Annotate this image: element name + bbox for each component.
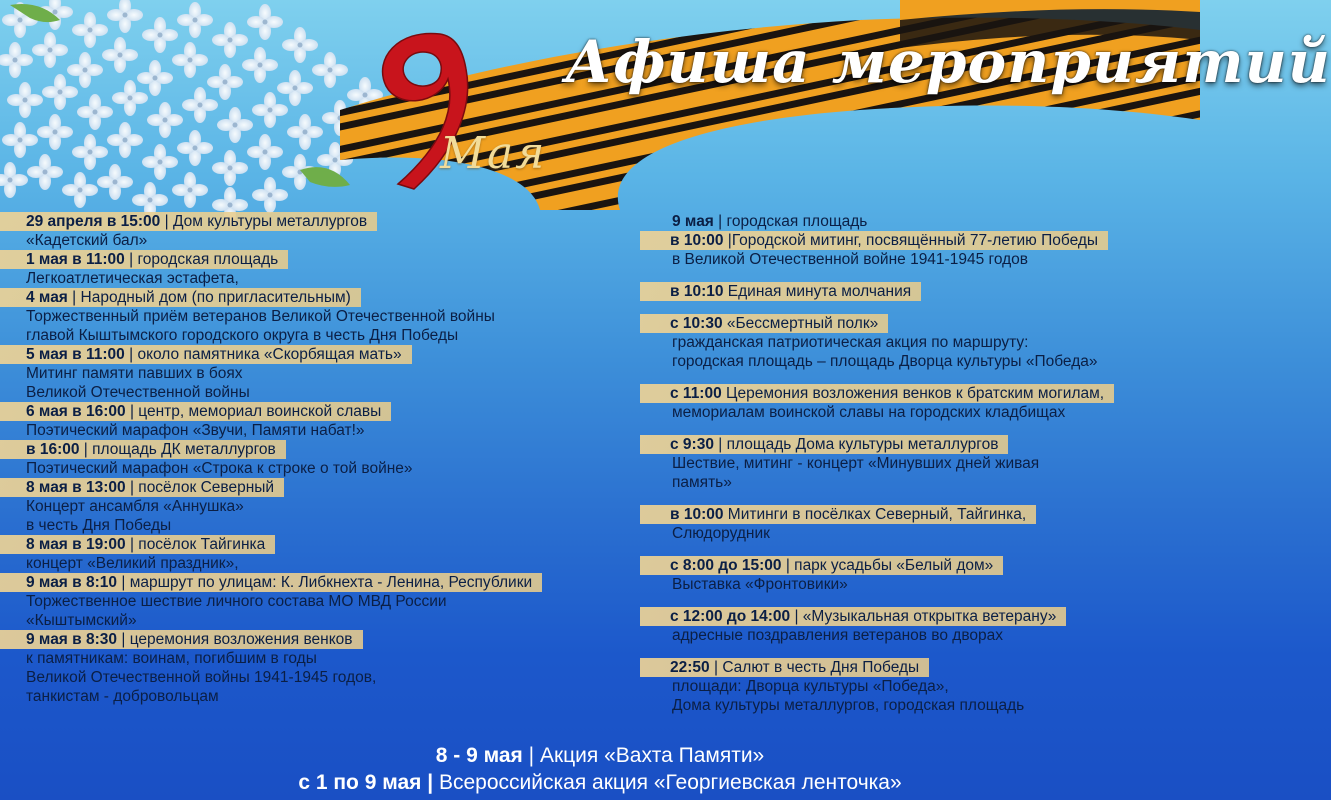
- event-item: [0, 630, 640, 706]
- event-heading: с 9:30 | площадь Дома культуры металлургов: [640, 435, 1008, 454]
- event-place: парк усадьбы «Белый дом»: [794, 557, 994, 574]
- event-place: «Бессмертный полк»: [726, 315, 879, 332]
- event-place: «Музыкальная открытка ветерану»: [802, 608, 1057, 625]
- event-item: [0, 440, 640, 478]
- event-item: [0, 288, 640, 345]
- event-description: в Великой Отечественной войне 1941-1945 годов: [672, 251, 1028, 268]
- event-description: Легкоатлетическая эстафета,: [26, 270, 239, 287]
- event-place: центр, мемориал воинской славы: [138, 403, 382, 420]
- event-heading: 9 мая в 8:30 | церемония возложения венков: [0, 630, 363, 649]
- event-description: площади: Дворца культуры «Победа», Дома культуры металлургов, городская площадь: [672, 678, 1025, 714]
- schedule-left-column: [0, 212, 640, 706]
- event-place: площадь Дома культуры металлургов: [726, 436, 999, 453]
- event-item: [640, 282, 1200, 301]
- event-item: [0, 345, 640, 402]
- event-item: [640, 556, 1200, 594]
- event-description: Выставка «Фронтовики»: [672, 576, 848, 593]
- event-date: в 10:00: [670, 506, 724, 523]
- event-place: городская площадь: [726, 213, 868, 230]
- event-item: [0, 535, 640, 573]
- event-date: 6 мая в 16:00: [26, 403, 126, 420]
- event-item: [0, 250, 640, 288]
- page-title: Афиша мероприятий: [565, 28, 1331, 96]
- event-place: около памятника «Скорбящая мать»: [137, 346, 402, 363]
- event-description: Митинг памяти павших в боях Великой Отечественной войны: [26, 365, 250, 401]
- event-heading: в 10:00 |Городской митинг, посвящённый 77-летию Победы: [640, 231, 1108, 250]
- event-place: посёлок Тайгинка: [138, 536, 266, 553]
- event-date: в 16:00: [26, 441, 80, 458]
- event-heading: 9 мая | городская площадь: [672, 213, 868, 230]
- event-item: [0, 402, 640, 440]
- event-place: Единая минута молчания: [727, 283, 912, 300]
- event-place: Городской митинг, посвящённый 77-летию Победы: [731, 232, 1099, 249]
- event-description: Слюдорудник: [672, 525, 770, 542]
- event-description: адресные поздравления ветеранов во дворах: [672, 627, 1004, 644]
- event-heading: 22:50 | Салют в честь Дня Победы: [640, 658, 929, 677]
- event-place: посёлок Северный: [138, 479, 275, 496]
- schedule-right-column: [640, 212, 1200, 715]
- event-heading: 4 мая | Народный дом (по пригласительным): [0, 288, 361, 307]
- event-date: 29 апреля в 15:00: [26, 213, 161, 230]
- event-item: [640, 212, 1200, 231]
- event-heading: [640, 314, 888, 333]
- event-date: 1 мая в 11:00: [26, 251, 125, 268]
- event-place: Народный дом (по пригласительным): [80, 289, 351, 306]
- event-date: 22:50: [670, 659, 710, 676]
- event-date: 9 мая в 8:10: [26, 574, 118, 591]
- event-heading: в 16:00 | площадь ДК металлургов: [0, 440, 286, 459]
- event-date: в 10:10: [670, 283, 724, 300]
- event-place: Салют в честь Дня Победы: [722, 659, 920, 676]
- event-date: 9 мая: [672, 213, 714, 230]
- footer-announcements: [0, 742, 1200, 796]
- event-description: Торжественный приём ветеранов Великой Отечественной войны главой Кыштымского городского округа в честь Дня Победы: [26, 308, 495, 344]
- event-heading: 8 мая в 19:00 | посёлок Тайгинка: [0, 535, 275, 554]
- event-description: концерт «Великий праздник»,: [26, 555, 239, 572]
- event-item: [640, 658, 1200, 715]
- event-description: Поэтический марафон «Звучи, Памяти набат!»: [26, 422, 365, 439]
- footer-line: с 1 по 9 мая | Всероссийская акция «Георгиевская ленточка»: [298, 771, 902, 794]
- event-description: Торжественное шествие личного состава МО МВД России «Кыштымский»: [26, 593, 447, 629]
- event-item: [640, 505, 1200, 543]
- event-date: 9 мая в 8:30: [26, 631, 118, 648]
- event-place: городская площадь: [137, 251, 279, 268]
- event-heading: [640, 282, 921, 301]
- event-item: [640, 435, 1200, 492]
- event-item: [640, 607, 1200, 645]
- event-place: Дом культуры металлургов: [172, 213, 368, 230]
- event-item: [640, 231, 1200, 269]
- event-place: площадь ДК металлургов: [92, 441, 276, 458]
- event-date: 8 мая в 19:00: [26, 536, 126, 553]
- event-place: Митинги в посёлках Северный, Тайгинка,: [727, 506, 1027, 523]
- footer-date: 8 - 9 мая: [435, 744, 523, 767]
- event-description: Поэтический марафон «Строка к строке о той войне»: [26, 460, 413, 477]
- event-date: с 11:00: [670, 385, 722, 402]
- event-heading: [640, 384, 1114, 403]
- event-item: [640, 384, 1200, 422]
- event-heading: 9 мая в 8:10 | маршрут по улицам: К. Либкнехта - Ленина, Республики: [0, 573, 542, 592]
- event-date: с 9:30: [670, 436, 714, 453]
- event-heading: с 8:00 до 15:00 | парк усадьбы «Белый дом»: [640, 556, 1003, 575]
- event-description: к памятникам: воинам, погибшим в годы Великой Отечественной войны 1941-1945 годов, танкистам - добровольцам: [26, 650, 377, 705]
- footer-date: с 1 по 9 мая: [298, 771, 422, 794]
- footer-line: 8 - 9 мая | Акция «Вахта Памяти»: [435, 744, 765, 767]
- event-date: 4 мая: [26, 289, 68, 306]
- may-script-label: Мая: [440, 128, 547, 179]
- event-date: 5 мая в 11:00: [26, 346, 125, 363]
- event-item: [0, 212, 640, 250]
- event-heading: с 12:00 до 14:00 | «Музыкальная открытка ветерану»: [640, 607, 1066, 626]
- event-heading: 1 мая в 11:00 | городская площадь: [0, 250, 288, 269]
- event-place: маршрут по улицам: К. Либкнехта - Ленина, Республики: [129, 574, 533, 591]
- event-place: церемония возложения венков: [129, 631, 353, 648]
- footer-text: Всероссийская акция «Георгиевская ленточка»: [439, 771, 902, 794]
- event-heading: 5 мая в 11:00 | около памятника «Скорбящая мать»: [0, 345, 412, 364]
- event-item: [640, 314, 1200, 371]
- event-description: гражданская патриотическая акция по маршруту: городская площадь – площадь Дворца культуры «Победа»: [672, 334, 1098, 370]
- event-place: Церемония возложения венков к братским могилам,: [726, 385, 1105, 402]
- event-heading: 29 апреля в 15:00 | Дом культуры металлургов: [0, 212, 377, 231]
- event-description: Концерт ансамбля «Аннушка» в честь Дня Победы: [26, 498, 244, 534]
- event-item: [0, 478, 640, 535]
- event-date: с 8:00 до 15:00: [670, 557, 782, 574]
- header-banner: [0, 0, 1331, 215]
- footer-text: Акция «Вахта Памяти»: [539, 744, 765, 767]
- event-heading: 6 мая в 16:00 | центр, мемориал воинской славы: [0, 402, 391, 421]
- event-heading: [640, 505, 1036, 524]
- event-date: с 12:00 до 14:00: [670, 608, 791, 625]
- event-item: [0, 573, 640, 630]
- event-description: мемориалам воинской славы на городских кладбищах: [672, 404, 1066, 421]
- event-date: в 10:00: [670, 232, 724, 249]
- event-date: 8 мая в 13:00: [26, 479, 126, 496]
- event-description: «Кадетский бал»: [26, 232, 148, 249]
- event-description: Шествие, митинг - концерт «Минувших дней живая память»: [672, 455, 1040, 491]
- event-heading: 8 мая в 13:00 | посёлок Северный: [0, 478, 284, 497]
- event-date: с 10:30: [670, 315, 723, 332]
